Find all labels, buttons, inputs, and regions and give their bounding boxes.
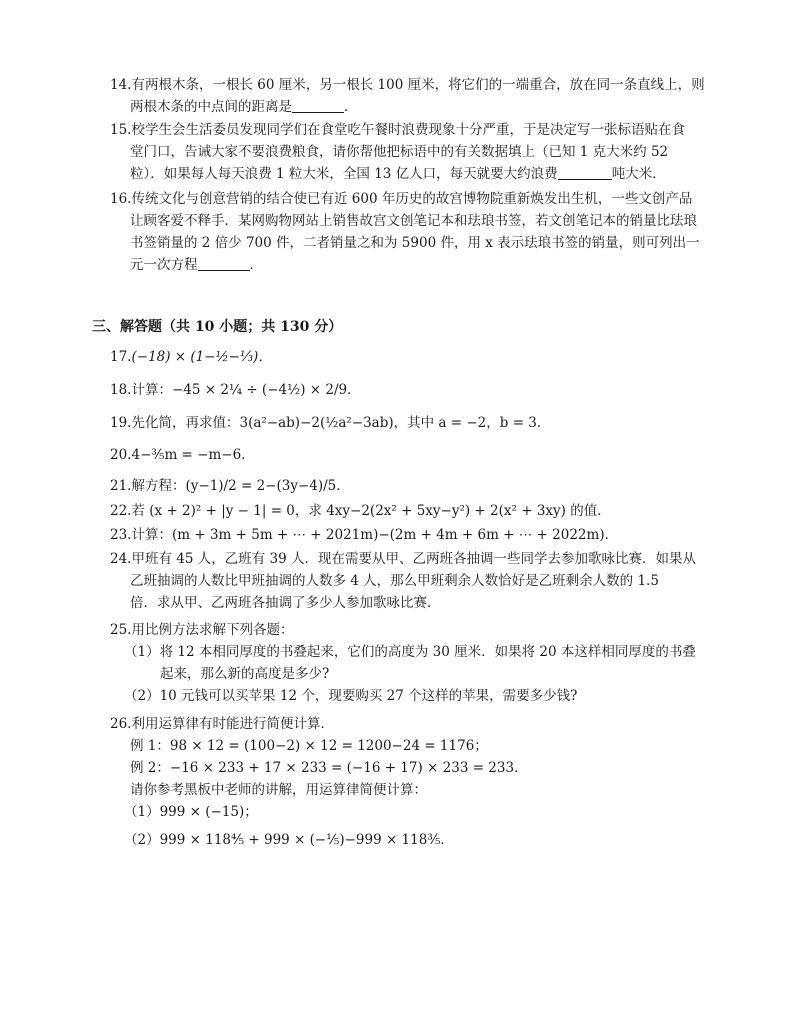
question-25 xyxy=(110,619,696,707)
question-text: 计算：−45 × 2¼ ÷ (−4½) × 2/9． xyxy=(131,382,361,398)
question-text: 解方程：(y−1)/2 = 2−(3y−4)/5． xyxy=(131,478,350,494)
question-text: 乙班抽调的人数比甲班抽调的人数多 4 人，那么甲班剩余人数恰好是乙班剩余人数的 1.5 xyxy=(130,573,659,589)
question-text: 甲班有 45 人，乙班有 39 人．现在需要从甲、乙两班各抽调一些同学去参加歌咏比赛．如果从 xyxy=(131,551,697,567)
question-18 xyxy=(110,379,690,401)
sub-question-text: （1）999 × (−15)； xyxy=(124,804,258,820)
answer-blank[interactable] xyxy=(558,165,612,180)
question-text: 吨大米． xyxy=(611,166,666,182)
question-text: ． xyxy=(344,99,358,115)
question-text: 4−⅗m = −m−6． xyxy=(131,447,255,463)
question-number: 14. xyxy=(110,77,132,93)
question-text: 有两根木条，一根长 60 厘米，另一根长 100 厘米，将它们的一端重合，放在同一条直线上，则 xyxy=(131,77,705,93)
question-text: ． xyxy=(249,257,263,273)
question-number: 19. xyxy=(110,415,132,431)
question-24 xyxy=(110,548,697,614)
sub-question-text: （2）10 元钱可以买苹果 12 个，现要购买 27 个这样的苹果，需要多少钱? xyxy=(124,688,578,704)
question-text: 元一次方程 xyxy=(130,257,198,273)
question-number: 25. xyxy=(110,622,132,638)
example-text: 例 2：−16 × 233 + 17 × 233 = (−16 + 17) × 233 = 233． xyxy=(130,760,528,776)
section-title: 三、解答题（共 10 小题；共 130 分） xyxy=(92,319,343,335)
question-number: 18. xyxy=(110,382,132,398)
answer-blank[interactable] xyxy=(292,98,344,113)
question-number: 15. xyxy=(110,122,132,138)
question-text: 倍．求从甲、乙两班各抽调了多少人参加歌咏比赛． xyxy=(130,595,441,611)
question-text: 若 (x + 2)² + |y − 1| = 0，求 4xy−2(2x² + 5xy−y²) + 2(x² + 3xy) 的值． xyxy=(131,503,611,519)
question-number: 23. xyxy=(110,527,132,543)
question-text: 传统文化与创意营销的结合使已有近 600 年历史的故宫博物院重新焕发出生机，一些文创产品 xyxy=(131,191,693,207)
question-21 xyxy=(110,475,690,497)
question-text: 书签销量的 2 倍少 700 件，二者销量之和为 5900 件，用 x 表示珐琅书签的销量，则可列出一 xyxy=(130,235,700,251)
question-19 xyxy=(110,412,690,434)
question-number: 17. xyxy=(110,349,132,365)
question-number: 20. xyxy=(110,447,132,463)
question-text: (−18) × (1−½−⅓)． xyxy=(131,349,272,365)
question-text: 两根木条的中点间的距离是 xyxy=(130,99,292,115)
question-20 xyxy=(110,444,690,466)
question-number: 21. xyxy=(110,478,132,494)
sub-question-text: （2）999 × 118⅘ + 999 × (−⅕)−999 × 118⅗． xyxy=(124,832,454,848)
question-26 xyxy=(110,713,690,851)
question-16 xyxy=(110,188,700,276)
question-text: 校学生会生活委员发现同学们在食堂吃午餐时浪费现象十分严重，于是决定写一张标语贴在食 xyxy=(131,122,685,138)
question-14 xyxy=(110,74,705,118)
question-number: 16. xyxy=(110,191,132,207)
question-text: 粒）．如果每人每天浪费 1 粒大米，全国 13 亿人口，每天就要大约浪费 xyxy=(130,166,558,182)
question-15 xyxy=(110,119,690,185)
question-number: 22. xyxy=(110,503,132,519)
question-text: 计算：(m + 3m + 5m + ⋯ + 2021m)−(2m + 4m + 6m + ⋯ + 2022m)． xyxy=(131,527,619,543)
question-text: 利用运算律有时能进行简便计算． xyxy=(131,716,334,732)
question-number: 24. xyxy=(110,551,132,567)
question-text: 堂门口，告诫大家不要浪费粮食，请你帮他把标语中的有关数据填上（已知 1 克大米约 52 xyxy=(130,144,669,160)
question-text: 先化简，再求值：3(a²−ab)−2(½a²−3ab)，其中 a = −2，b = 3． xyxy=(131,415,551,431)
question-text: 用比例方法求解下列各题： xyxy=(131,622,294,638)
question-22 xyxy=(110,500,690,522)
answer-blank[interactable] xyxy=(198,256,250,271)
sub-question-text: 起来，那么新的高度是多少? xyxy=(160,666,330,682)
sub-question-text: （1）将 12 本相同厚度的书叠起来，它们的高度为 30 厘米．如果将 20 本这样相同厚度的书叠 xyxy=(124,644,696,660)
question-text: 让顾客爱不释手．某网购物网站上销售故宫文创笔记本和珐琅书签，若文创笔记本的销量比珐琅 xyxy=(130,213,697,229)
question-17 xyxy=(110,346,690,368)
example-text: 例 1：98 × 12 = (100−2) × 12 = 1200−24 = 1176； xyxy=(130,738,488,754)
question-23 xyxy=(110,524,690,546)
question-number: 26. xyxy=(110,716,132,732)
question-text: 请你参考黑板中老师的讲解，用运算律简便计算： xyxy=(130,782,427,798)
